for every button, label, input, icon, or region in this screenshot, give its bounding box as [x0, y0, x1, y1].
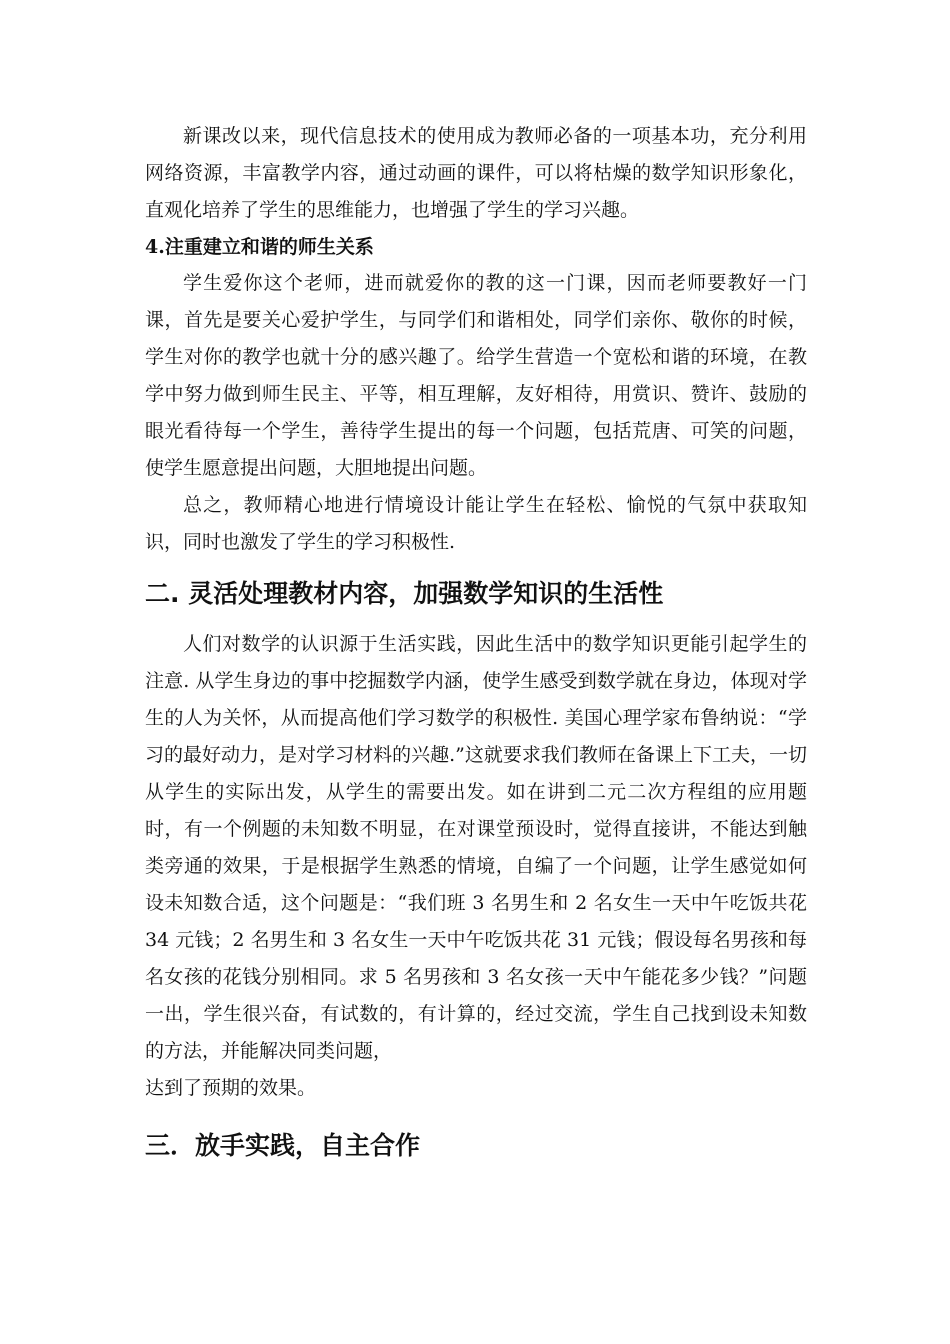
section-heading-3: 三．放手实践，自主合作: [145, 1131, 421, 1160]
paragraph-life-math: 人们对数学的认识源于生活实践，因此生活中的数学知识更能引起学生的注意. 从学生身边的事中挖掘数学内涵，使学生感受到数学就在身边，体现对学生的人为关怀，从而提高他们学习数学的积极性. 美国心理学家布鲁纳说：“学习的最好动力，是对学习材料的兴趣.”这就要求我们教师在备课上下工夫，一切从学生的实际出发，从学生的需要出发。如在讲到二元二次方程组的应用题时，有一个例题的未知数不明显，在对课堂预设时，觉得直接讲，不能达到触类旁通的效果，于是根据学生熟悉的情境，自编了一个问题，让学生感觉如何设未知数合适，这个问题是：“我们班 3 名男生和 2 名女生一天中午吃饭共花 34 元钱；2 名男生和 3 名女生一天中午吃饭共花 31 元钱；假设每名男孩和每名女孩的花钱分别相同。求 5 名男孩和 3 名女孩一天中午能花多少钱？”问题一出，学生很兴奋，有试数的，有计算的，经过交流，学生自己找到设未知数的方法，并能解决同类问题，: [145, 633, 807, 1062]
paragraph-summary: 总之，教师精心地进行情境设计能让学生在轻松、愉悦的气氛中获取知识，同时也激发了学生的学习积极性.: [145, 494, 807, 553]
section-heading-2: 二. 灵活处理教材内容，加强数学知识的生活性: [145, 579, 664, 608]
subheading-teacher-student: 4.注重建立和谐的师生关系: [145, 236, 374, 258]
document-page: [145, 118, 807, 1166]
paragraph-relationship: 学生爱你这个老师，进而就爱你的教的这一门课，因而老师要教好一门课，首先是要关心爱护学生，与同学们和谐相处，同学们亲你、敬你的时候，学生对你的教学也就十分的感兴趣了。给学生营造一个宽松和谐的环境，在教学中努力做到师生民主、平等，相互理解，友好相待，用赏识、赞许、鼓励的眼光看待每一个学生，善待学生提出的每一个问题，包括荒唐、可笑的问题，使学生愿意提出问题，大胆地提出问题。: [145, 272, 807, 479]
paragraph-result: 达到了预期的效果。: [145, 1077, 317, 1099]
paragraph-info-tech: 新课改以来，现代信息技术的使用成为教师必备的一项基本功，充分利用网络资源，丰富教学内容，通过动画的课件，可以将枯燥的数学知识形象化，直观化培养了学生的思维能力，也增强了学生的学习兴趣。: [145, 125, 807, 221]
